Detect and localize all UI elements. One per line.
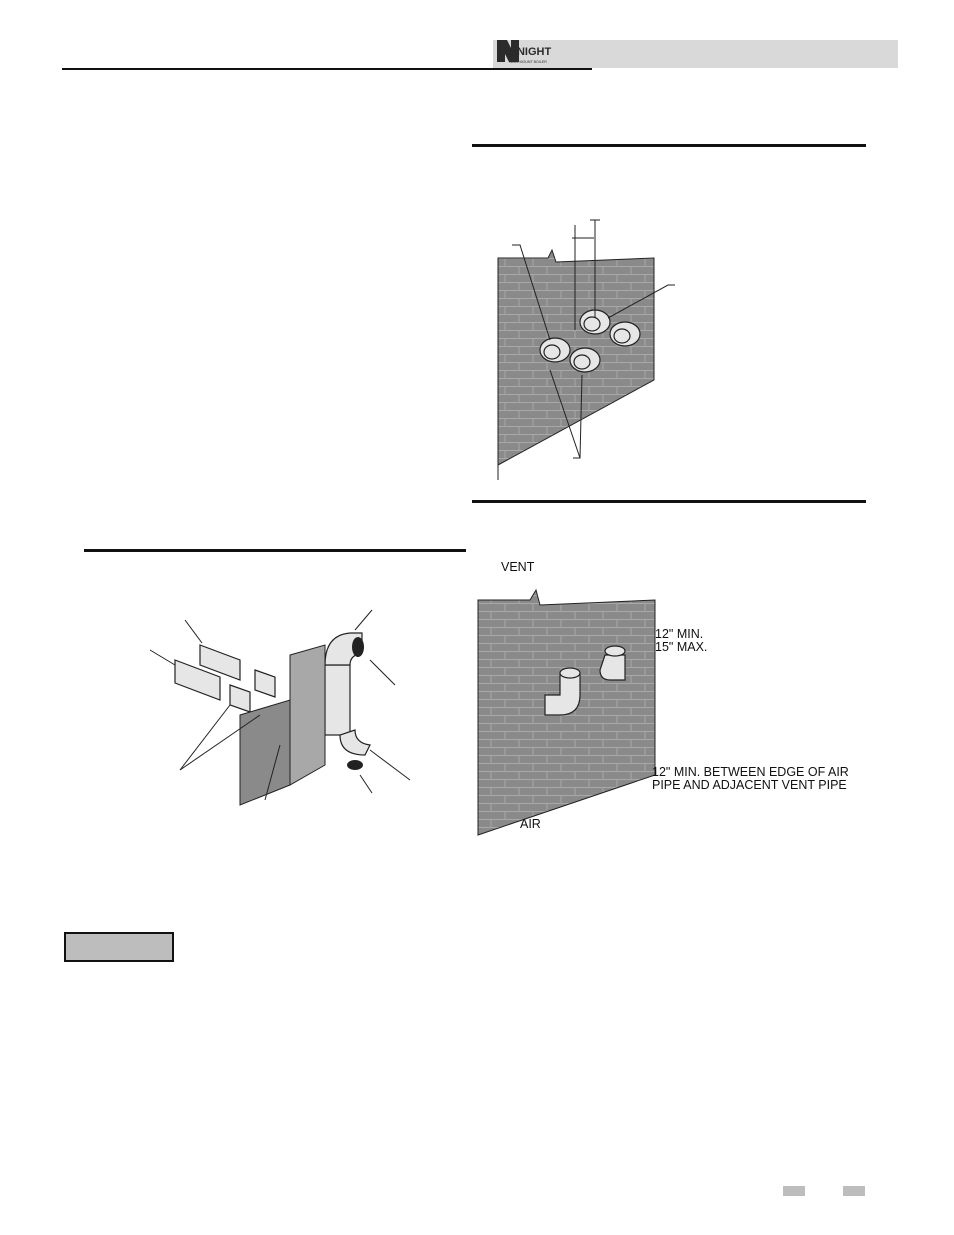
vent-air-spacing-figure	[470, 555, 870, 845]
page-tab-left	[783, 1186, 805, 1196]
caution-box	[64, 932, 174, 962]
label-min-12: 12" MIN.	[655, 627, 704, 641]
piping-kit-figure	[140, 605, 420, 815]
section-rule-mid-right	[472, 500, 866, 503]
header-rule	[62, 68, 592, 70]
label-between-2: PIPE AND ADJACENT VENT PIPE	[652, 778, 847, 792]
label-air: AIR	[520, 817, 541, 831]
label-vent: VENT	[501, 560, 535, 574]
page-tab-right	[843, 1186, 865, 1196]
logo-wordmark: KNIGHT	[509, 46, 552, 58]
label-between-1: 12" MIN. BETWEEN EDGE OF AIR	[652, 765, 849, 779]
wall-termination-figure	[470, 210, 700, 485]
label-max-15: 15" MAX.	[655, 640, 708, 654]
logo-subtext: WALL MOUNT BOILER	[509, 60, 547, 64]
section-rule-left	[84, 549, 466, 552]
knight-logo	[495, 38, 575, 68]
section-rule-top-right	[472, 144, 866, 147]
